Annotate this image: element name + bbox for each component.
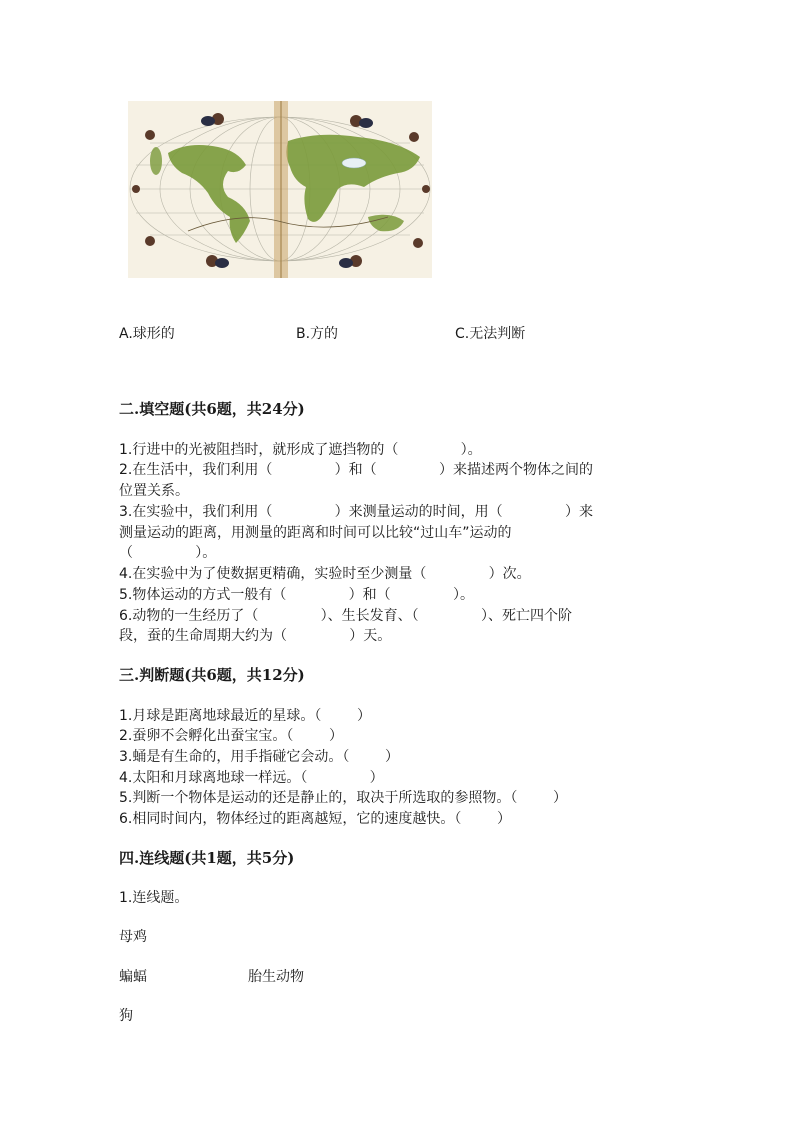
option-a[interactable]: A.球形的 <box>119 326 175 342</box>
section-title-matching: 四.连线题(共1题，共5分) <box>119 849 295 867</box>
matching-left-item[interactable]: 狗 <box>119 1008 133 1024</box>
matching-left-item[interactable]: 蝙蝠 <box>119 969 147 985</box>
matching-question: 1.连线题。 <box>119 890 189 906</box>
fill-blank-line: 测量运动的距离，用测量的距离和时间可以比较“过山车”运动的 <box>119 525 512 541</box>
fill-blank-line: 1.行进中的光被阻挡时，就形成了遮挡物的（ ）。 <box>119 442 482 458</box>
option-b[interactable]: B.方的 <box>296 326 339 342</box>
true-false-line: 1.月球是距离地球最近的星球。（ ） <box>119 708 371 724</box>
section-title-fill-blank: 二.填空题(共6题，共24分) <box>119 400 305 418</box>
fill-blank-line: 2.在生活中，我们利用（ ）和（ ）来描述两个物体之间的 <box>119 462 593 478</box>
true-false-line: 3.蛹是有生命的，用手指碰它会动。（ ） <box>119 749 399 765</box>
matching-left-item[interactable]: 母鸡 <box>119 929 147 945</box>
fill-blank-line: 3.在实验中，我们利用（ ）来测量运动的时间，用（ ）来 <box>119 504 593 520</box>
fill-blank-line: 位置关系。 <box>119 483 189 499</box>
true-false-line: 4.太阳和月球离地球一样远。（ ） <box>119 770 384 786</box>
option-c[interactable]: C.无法判断 <box>455 326 526 342</box>
true-false-line: 6.相同时间内，物体经过的距离越短，它的速度越快。（ ） <box>119 811 511 827</box>
fill-blank-line: 段，蚕的生命周期大约为（ ）天。 <box>119 628 392 644</box>
matching-right-item[interactable]: 胎生动物 <box>248 969 304 985</box>
section-title-true-false: 三.判断题(共6题，共12分) <box>119 666 305 684</box>
world-map-image <box>128 101 432 278</box>
true-false-line: 2.蚕卵不会孵化出蚕宝宝。（ ） <box>119 728 343 744</box>
fill-blank-line: 5.物体运动的方式一般有（ ）和（ ）。 <box>119 587 474 603</box>
fill-blank-line: 6.动物的一生经历了（ ）、生长发育、（ ）、死亡四个阶 <box>119 608 572 624</box>
true-false-line: 5.判断一个物体是运动的还是静止的，取决于所选取的参照物。（ ） <box>119 790 567 806</box>
fill-blank-line: （ ）。 <box>119 545 217 561</box>
fill-blank-line: 4.在实验中为了使数据更精确，实验时至少测量（ ）次。 <box>119 566 531 582</box>
